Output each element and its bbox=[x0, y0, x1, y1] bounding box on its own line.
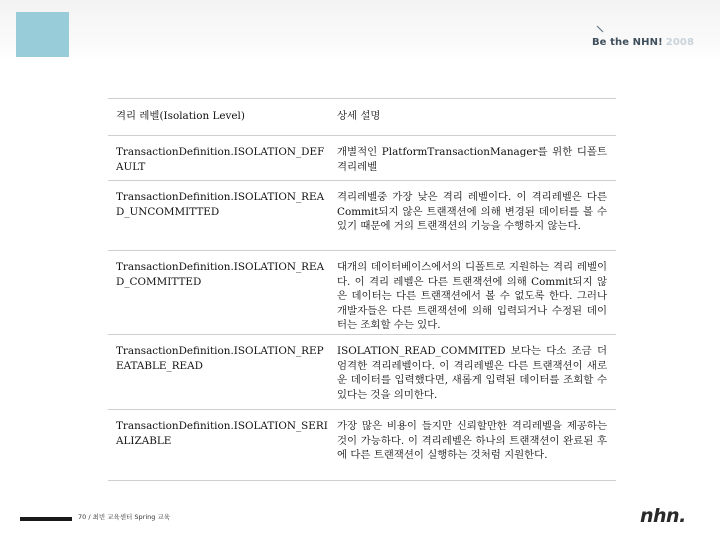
table-row bbox=[108, 410, 616, 481]
slide-header bbox=[0, 0, 720, 62]
brand-tick-icon bbox=[596, 25, 604, 33]
isolation-level-table bbox=[108, 98, 616, 481]
brand-year: 2008 bbox=[665, 37, 694, 48]
isolation-level-description: 개별적인 PlatformTransactionManager를 위한 디폴트 격리레벨 bbox=[337, 146, 607, 173]
footer-bar bbox=[20, 517, 72, 521]
isolation-level-description: 가장 많은 비용이 들지만 신뢰할만한 격리레벨을 제공하는 것이 가능하다. 이 격리레벨은 하나의 트랜잭션이 완료된 후에 다른 트랜잭션이 실행하는 것처럼 지원한다. bbox=[337, 420, 607, 462]
isolation-level-name: TransactionDefinition.ISOLATION_REPEATABLE_READ bbox=[116, 345, 324, 372]
brand-text: Be the NHN! bbox=[591, 37, 663, 48]
nhn-logo bbox=[640, 506, 702, 528]
table-header-row bbox=[108, 99, 616, 136]
isolation-level-name: TransactionDefinition.ISOLATION_READ_COMMITTED bbox=[116, 261, 325, 288]
column-header-description: 상세 설명 bbox=[337, 110, 381, 122]
table-row bbox=[108, 181, 616, 251]
table-row bbox=[108, 335, 616, 410]
table-row bbox=[108, 251, 616, 335]
column-header-level: 격리 레벨(Isolation Level) bbox=[116, 110, 245, 122]
header-accent-block bbox=[16, 12, 69, 57]
isolation-level-name: TransactionDefinition.ISOLATION_READ_UNCOMMITTED bbox=[116, 191, 325, 218]
table-row bbox=[108, 136, 616, 181]
isolation-level-name: TransactionDefinition.ISOLATION_DEFAULT bbox=[116, 146, 325, 173]
brand-slogan bbox=[592, 37, 694, 48]
isolation-level-description: 대개의 데이터베이스에서의 디폴트로 지원하는 격리 레벨이다. 이 격리 레벨은 다른 트랜잭션에 의해 Commit되지 않은 데이터는 다른 트랜잭션에서 볼 수 없도록 한다. 그러나 개발자들은 다른 트랜잭션에 의해 입력되거나 수정된 데이터는 조회할 수는 있다. bbox=[337, 261, 607, 332]
isolation-level-description: 격리레벨중 가장 낮은 격리 레벨이다. 이 격리레벨은 다른 Commit되지 않은 트랜잭션에 의해 변경된 데이터를 볼 수 있기 때문에 거의 트랜잭션의 기능을 수행하지 않는다. bbox=[337, 191, 607, 233]
nhn-logo-text: nhn. bbox=[640, 506, 686, 527]
isolation-level-description: ISOLATION_READ_COMMITED 보다는 다소 조금 더 엄격한 격리레벨이다. 이 격리레벨은 다른 트랜잭션이 새로운 데이터를 입력했다면, 새롭게 입력된 데이터를 조회할 수 있다는 것을 의미한다. bbox=[337, 345, 607, 401]
isolation-level-name: TransactionDefinition.ISOLATION_SERIALIZABLE bbox=[116, 420, 328, 447]
page-footer-text: 70 / 최빈 교육센터 Spring 교육 bbox=[78, 513, 170, 521]
